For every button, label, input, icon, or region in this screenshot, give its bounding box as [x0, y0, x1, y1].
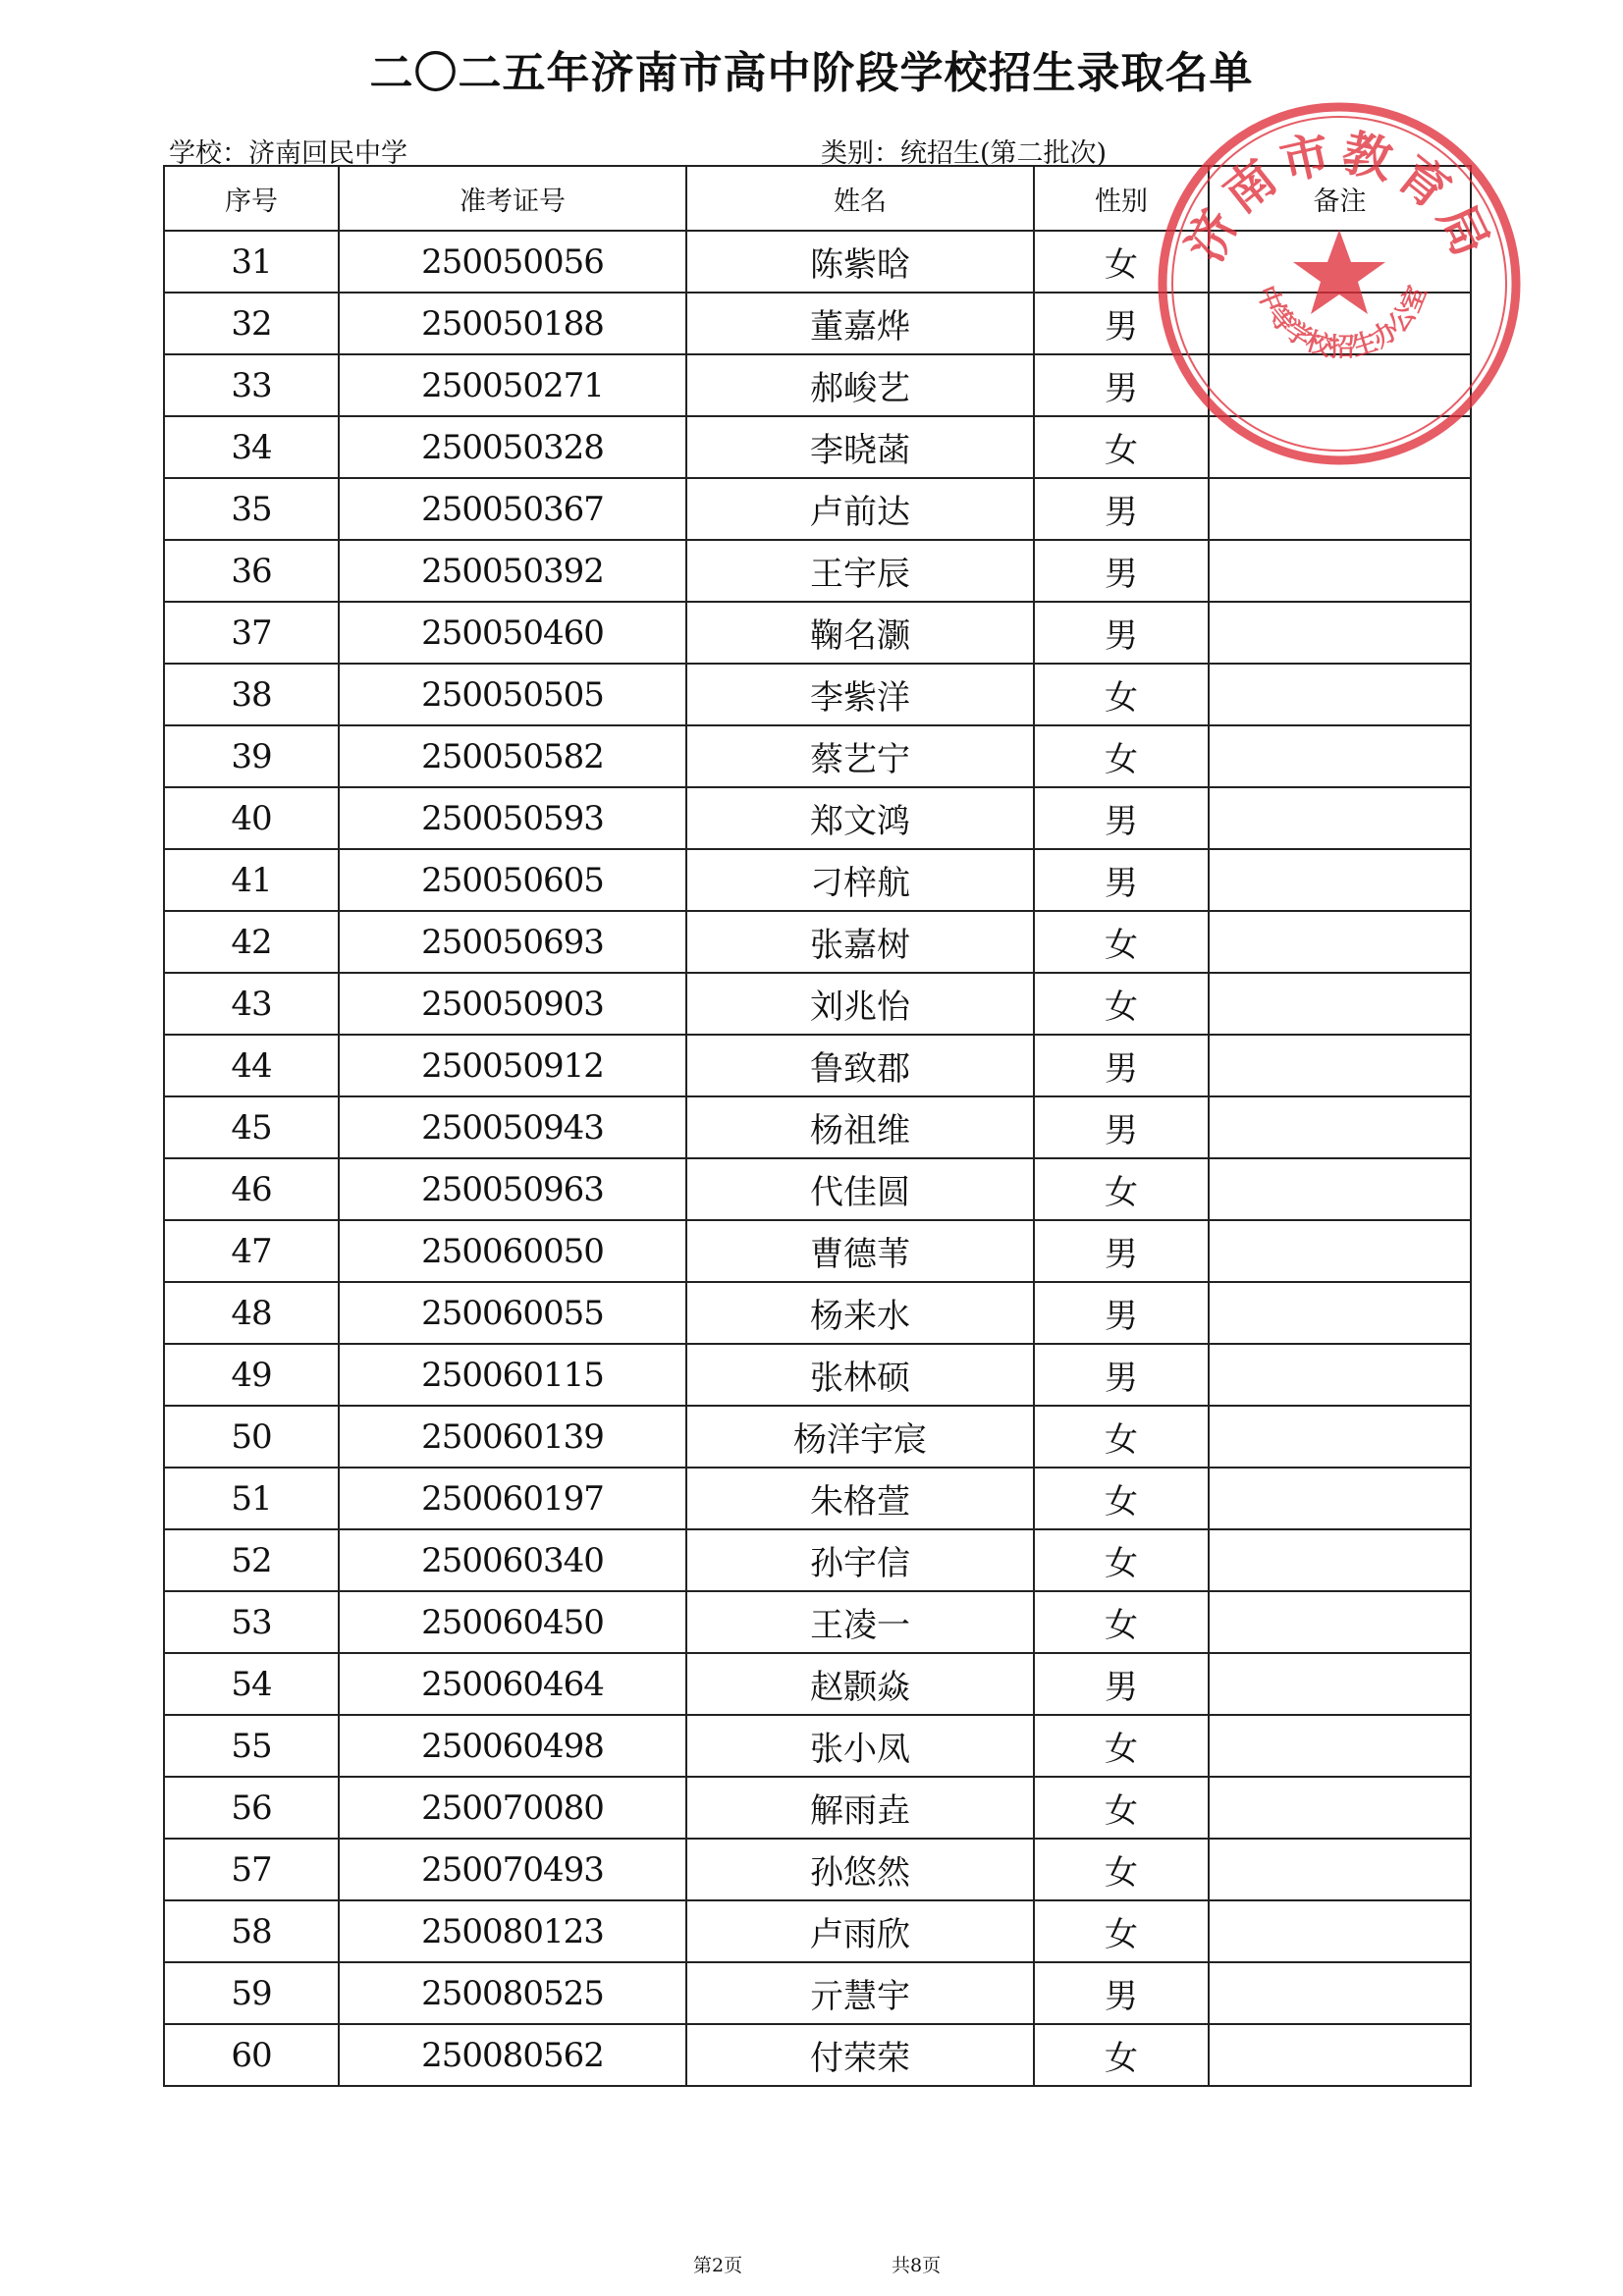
cell-name: 孙悠然 [686, 1839, 1034, 1900]
cell-name: 董嘉烨 [686, 293, 1034, 354]
table-row [164, 725, 1471, 787]
cell-serial: 33 [164, 354, 339, 416]
cell-note [1209, 1220, 1471, 1282]
cell-serial: 53 [164, 1591, 339, 1653]
header-gender: 性别 [1034, 166, 1209, 231]
cell-name: 杨来水 [686, 1282, 1034, 1344]
cell-gender: 男 [1034, 602, 1209, 664]
table-row [164, 1777, 1471, 1839]
cell-serial: 41 [164, 849, 339, 911]
cell-gender: 女 [1034, 416, 1209, 478]
cell-gender: 女 [1034, 1158, 1209, 1220]
cell-exam-id: 250050593 [339, 787, 686, 849]
cell-exam-id: 250060197 [339, 1468, 686, 1529]
cell-gender: 女 [1034, 1839, 1209, 1900]
cell-name: 郝峻艺 [686, 354, 1034, 416]
cell-note [1209, 973, 1471, 1035]
cell-serial: 50 [164, 1406, 339, 1468]
cell-serial: 60 [164, 2024, 339, 2086]
cell-gender: 女 [1034, 1900, 1209, 1962]
cell-gender: 女 [1034, 664, 1209, 725]
cell-serial: 59 [164, 1962, 339, 2024]
header-exam-id: 准考证号 [339, 166, 686, 231]
cell-name: 王宇辰 [686, 540, 1034, 602]
cell-note [1209, 540, 1471, 602]
table-row [164, 1962, 1471, 2024]
cell-name: 朱格萱 [686, 1468, 1034, 1529]
table-row [164, 1096, 1471, 1158]
cell-note [1209, 1962, 1471, 2024]
cell-exam-id: 250050056 [339, 231, 686, 293]
cell-name: 解雨垚 [686, 1777, 1034, 1839]
cell-gender: 女 [1034, 973, 1209, 1035]
cell-exam-id: 250060050 [339, 1220, 686, 1282]
cell-serial: 45 [164, 1096, 339, 1158]
cell-name: 鞠名灏 [686, 602, 1034, 664]
cell-exam-id: 250060340 [339, 1529, 686, 1591]
table-row [164, 1900, 1471, 1962]
cell-gender: 女 [1034, 231, 1209, 293]
cell-name: 刘兆怡 [686, 973, 1034, 1035]
table-row [164, 478, 1471, 540]
table-row [164, 1035, 1471, 1096]
cell-exam-id: 250050392 [339, 540, 686, 602]
header-note: 备注 [1209, 166, 1471, 231]
cell-exam-id: 250060055 [339, 1282, 686, 1344]
cell-note [1209, 1777, 1471, 1839]
table-row [164, 1468, 1471, 1529]
cell-exam-id: 250050460 [339, 602, 686, 664]
cell-serial: 51 [164, 1468, 339, 1529]
cell-serial: 54 [164, 1653, 339, 1715]
table-row [164, 1839, 1471, 1900]
table-row [164, 602, 1471, 664]
cell-note [1209, 787, 1471, 849]
cell-exam-id: 250050903 [339, 973, 686, 1035]
cell-exam-id: 250060139 [339, 1406, 686, 1468]
cell-exam-id: 250080525 [339, 1962, 686, 2024]
seal-text-top: 济南市教育局 [1175, 124, 1503, 271]
table-row [164, 1406, 1471, 1468]
cell-exam-id: 250050367 [339, 478, 686, 540]
cell-note [1209, 1158, 1471, 1220]
cell-gender: 女 [1034, 1715, 1209, 1777]
cell-gender: 男 [1034, 1344, 1209, 1406]
cell-note [1209, 849, 1471, 911]
cell-note [1209, 1591, 1471, 1653]
cell-gender: 女 [1034, 1468, 1209, 1529]
cell-exam-id: 250050505 [339, 664, 686, 725]
cell-exam-id: 250060464 [339, 1653, 686, 1715]
page-number: 第2页 [693, 2255, 743, 2276]
cell-exam-id: 250080123 [339, 1900, 686, 1962]
page-title: 二〇二五年济南市高中阶段学校招生录取名单 [369, 48, 1254, 98]
cell-exam-id: 250060115 [339, 1344, 686, 1406]
cell-exam-id: 250050188 [339, 293, 686, 354]
table-row [164, 1158, 1471, 1220]
cell-name: 付荣荣 [686, 2024, 1034, 2086]
cell-exam-id: 250080562 [339, 2024, 686, 2086]
cell-name: 李晓菡 [686, 416, 1034, 478]
cell-exam-id: 250050605 [339, 849, 686, 911]
seal-star-icon [1293, 230, 1385, 314]
table-body [164, 231, 1471, 2086]
cell-exam-id: 250050328 [339, 416, 686, 478]
cell-gender: 男 [1034, 1962, 1209, 2024]
cell-note [1209, 1282, 1471, 1344]
cell-name: 刁梓航 [686, 849, 1034, 911]
table-row [164, 849, 1471, 911]
cell-serial: 48 [164, 1282, 339, 1344]
cell-gender: 男 [1034, 1035, 1209, 1096]
cell-name: 孙宇信 [686, 1529, 1034, 1591]
table-row [164, 1715, 1471, 1777]
cell-gender: 男 [1034, 293, 1209, 354]
page-total: 共8页 [892, 2255, 942, 2276]
cell-serial: 52 [164, 1529, 339, 1591]
header-name: 姓名 [686, 166, 1034, 231]
table-row [164, 973, 1471, 1035]
cell-note [1209, 602, 1471, 664]
table-row [164, 787, 1471, 849]
school-label: 学校：济南回民中学 [169, 138, 407, 169]
cell-note [1209, 478, 1471, 540]
cell-serial: 57 [164, 1839, 339, 1900]
cell-exam-id: 250050693 [339, 911, 686, 973]
cell-name: 赵颢焱 [686, 1653, 1034, 1715]
cell-exam-id: 250070080 [339, 1777, 686, 1839]
cell-gender: 男 [1034, 787, 1209, 849]
cell-name: 蔡艺宁 [686, 725, 1034, 787]
cell-note [1209, 1715, 1471, 1777]
cell-name: 曹德苇 [686, 1220, 1034, 1282]
cell-note [1209, 1096, 1471, 1158]
cell-serial: 34 [164, 416, 339, 478]
cell-gender: 男 [1034, 1282, 1209, 1344]
cell-serial: 43 [164, 973, 339, 1035]
cell-exam-id: 250050963 [339, 1158, 686, 1220]
cell-gender: 女 [1034, 1406, 1209, 1468]
cell-gender: 女 [1034, 2024, 1209, 2086]
cell-exam-id: 250050271 [339, 354, 686, 416]
cell-serial: 55 [164, 1715, 339, 1777]
cell-note [1209, 1406, 1471, 1468]
cell-name: 王凌一 [686, 1591, 1034, 1653]
cell-gender: 女 [1034, 1529, 1209, 1591]
table-row [164, 1653, 1471, 1715]
cell-gender: 女 [1034, 725, 1209, 787]
cell-gender: 男 [1034, 1653, 1209, 1715]
table-row [164, 1591, 1471, 1653]
cell-name: 李紫洋 [686, 664, 1034, 725]
cell-gender: 男 [1034, 1220, 1209, 1282]
cell-gender: 女 [1034, 1591, 1209, 1653]
category-label: 类别：统招生(第二批次) [821, 138, 1108, 169]
cell-exam-id: 250060498 [339, 1715, 686, 1777]
header-serial: 序号 [164, 166, 339, 231]
cell-serial: 46 [164, 1158, 339, 1220]
table-row [164, 540, 1471, 602]
cell-name: 张嘉树 [686, 911, 1034, 973]
cell-serial: 39 [164, 725, 339, 787]
cell-serial: 38 [164, 664, 339, 725]
cell-gender: 男 [1034, 354, 1209, 416]
table-row [164, 1282, 1471, 1344]
cell-name: 代佳圆 [686, 1158, 1034, 1220]
table-row [164, 2024, 1471, 2086]
cell-gender: 男 [1034, 1096, 1209, 1158]
cell-name: 陈紫晗 [686, 231, 1034, 293]
cell-gender: 男 [1034, 540, 1209, 602]
cell-serial: 35 [164, 478, 339, 540]
cell-name: 亓慧宇 [686, 1962, 1034, 2024]
cell-note [1209, 1035, 1471, 1096]
cell-name: 张小凤 [686, 1715, 1034, 1777]
cell-serial: 56 [164, 1777, 339, 1839]
cell-serial: 42 [164, 911, 339, 973]
cell-note [1209, 1839, 1471, 1900]
cell-note [1209, 1468, 1471, 1529]
cell-name: 卢前达 [686, 478, 1034, 540]
cell-name: 张林硕 [686, 1344, 1034, 1406]
cell-note [1209, 1344, 1471, 1406]
cell-serial: 32 [164, 293, 339, 354]
cell-gender: 女 [1034, 911, 1209, 973]
cell-gender: 女 [1034, 1777, 1209, 1839]
cell-note [1209, 725, 1471, 787]
cell-name: 杨祖维 [686, 1096, 1034, 1158]
table-row [164, 664, 1471, 725]
cell-exam-id: 250070493 [339, 1839, 686, 1900]
cell-note [1209, 1529, 1471, 1591]
cell-note [1209, 664, 1471, 725]
table-row [164, 1220, 1471, 1282]
cell-serial: 44 [164, 1035, 339, 1096]
seal-text-inner: 中等学校招生办公室 [1250, 282, 1434, 363]
cell-serial: 40 [164, 787, 339, 849]
cell-name: 鲁致郡 [686, 1035, 1034, 1096]
cell-exam-id: 250050912 [339, 1035, 686, 1096]
cell-note [1209, 2024, 1471, 2086]
cell-gender: 男 [1034, 478, 1209, 540]
cell-name: 杨洋宇宸 [686, 1406, 1034, 1468]
cell-note [1209, 1653, 1471, 1715]
cell-serial: 37 [164, 602, 339, 664]
cell-exam-id: 250050582 [339, 725, 686, 787]
cell-gender: 男 [1034, 849, 1209, 911]
cell-serial: 31 [164, 231, 339, 293]
cell-note [1209, 911, 1471, 973]
cell-name: 卢雨欣 [686, 1900, 1034, 1962]
table-row [164, 1344, 1471, 1406]
cell-serial: 47 [164, 1220, 339, 1282]
table-row [164, 1529, 1471, 1591]
cell-exam-id: 250060450 [339, 1591, 686, 1653]
table-row [164, 911, 1471, 973]
cell-exam-id: 250050943 [339, 1096, 686, 1158]
cell-note [1209, 1900, 1471, 1962]
cell-serial: 49 [164, 1344, 339, 1406]
cell-serial: 36 [164, 540, 339, 602]
cell-name: 郑文鸿 [686, 787, 1034, 849]
cell-serial: 58 [164, 1900, 339, 1962]
official-seal [1143, 82, 1536, 485]
